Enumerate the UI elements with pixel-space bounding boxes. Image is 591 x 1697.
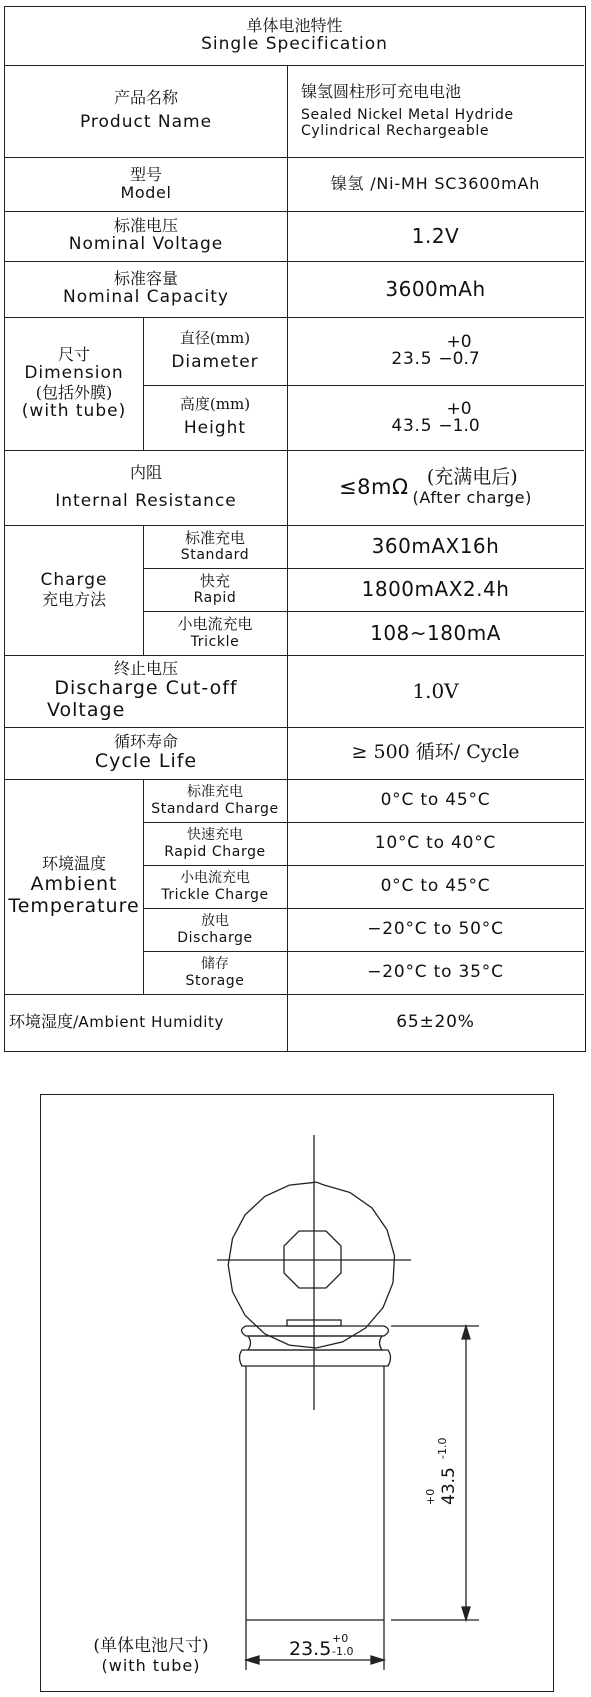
width-arrow-left <box>246 1656 259 1664</box>
cutoff-value-text: 1.0V <box>412 678 459 703</box>
temp-trickle-cn: 小电流充电 <box>180 870 250 887</box>
dimension-label-en2: (with tube) <box>21 400 127 421</box>
header-en: Single Specification <box>201 34 388 55</box>
capacity-value-text: 3600mAh <box>385 276 486 301</box>
battery-drawing-svg <box>41 1095 552 1690</box>
temp-discharge-en: Discharge <box>177 929 253 946</box>
drawing-caption <box>71 1631 231 1675</box>
temp-trickle-en: Trickle Charge <box>161 886 269 903</box>
charge-rapid-value <box>287 568 584 611</box>
cutoff-label-cn: 终止电压 <box>113 658 178 678</box>
height-label <box>143 385 287 450</box>
charge-rapid-en: Rapid <box>193 590 237 607</box>
cycle-value-text: ≥ 500 循环/ Cycle <box>351 741 520 764</box>
charge-standard-en: Standard <box>180 547 250 564</box>
diameter-label-en: Diameter <box>171 351 259 372</box>
dimension-label-en: Dimension <box>24 362 124 383</box>
shoulder-ring <box>240 1350 391 1366</box>
temp-standard-label <box>143 779 287 822</box>
humidity-label-en: Ambient Humidity <box>78 1012 224 1031</box>
height-tol-minus: −1.0 <box>438 415 480 436</box>
temp-standard-value-text: 0°C to 45°C <box>380 789 491 810</box>
temperature-label-en2: Temperature <box>8 894 140 917</box>
temp-trickle-value-text: 0°C to 45°C <box>380 875 491 896</box>
charge-standard-cn: 标准充电 <box>184 528 245 547</box>
temp-discharge-label <box>143 908 287 951</box>
resistance-label-en: Internal Resistance <box>55 490 237 511</box>
charge-standard-label <box>143 525 287 568</box>
voltage-value <box>287 211 584 261</box>
product-name-label-cn: 产品名称 <box>113 88 178 108</box>
product-name-label <box>5 65 287 157</box>
top-view-outer-polygon <box>228 1182 394 1348</box>
dimension-label-cn: 尺寸 <box>57 344 90 364</box>
product-name-value <box>287 65 584 157</box>
cycle-label-cn: 循环寿命 <box>113 731 178 751</box>
temp-discharge-value-text: −20°C to 50°C <box>367 918 504 939</box>
temp-storage-en: Storage <box>185 972 245 989</box>
charge-trickle-cn: 小电流充电 <box>177 615 253 634</box>
humidity-label-cn: 环境湿度/ <box>9 1012 79 1032</box>
model-label-cn: 型号 <box>129 164 162 184</box>
width-dim-value: 23.5 <box>289 1638 332 1660</box>
height-label-en: Height <box>183 418 247 439</box>
charge-label <box>5 525 143 655</box>
drawing-caption-en: (with tube) <box>101 1656 201 1675</box>
height-dim-tol-minus: -1.0 <box>436 1437 449 1459</box>
drawing-caption-cn: (单体电池尺寸) <box>93 1636 209 1656</box>
table-header <box>5 7 584 65</box>
temp-rapid-label <box>143 822 287 865</box>
specification-table <box>4 6 586 1052</box>
temp-rapid-en: Rapid Charge <box>164 843 266 860</box>
charge-label-cn: 充电方法 <box>41 589 106 609</box>
charge-trickle-value-text: 108~180mA <box>370 620 501 645</box>
charge-rapid-label <box>143 568 287 611</box>
temperature-label <box>5 779 143 994</box>
height-value-text: 43.5 <box>391 415 433 436</box>
resistance-label <box>5 450 287 525</box>
cutoff-label-en2: Voltage <box>47 699 126 722</box>
height-label-cn: 高度(mm) <box>179 395 251 414</box>
humidity-value <box>287 994 584 1051</box>
height-dim-value: 43.5 <box>439 1467 459 1505</box>
voltage-value-text: 1.2V <box>411 223 460 248</box>
model-label-en: Model <box>120 183 172 202</box>
voltage-label-cn: 标准电压 <box>113 216 178 236</box>
dimension-label <box>5 317 143 450</box>
charge-rapid-cn: 快充 <box>199 571 230 590</box>
width-dim-tol-minus: -1.0 <box>332 1645 354 1658</box>
height-arrow-top <box>462 1326 470 1339</box>
humidity-value-text: 65±20% <box>396 1011 475 1032</box>
charge-standard-value <box>287 525 584 568</box>
charge-trickle-label <box>143 611 287 655</box>
width-arrow-right <box>371 1656 384 1664</box>
cutoff-value <box>287 655 584 727</box>
height-arrow-bottom <box>462 1607 470 1620</box>
model-value-text: 镍氢 /Ni-MH SC3600mAh <box>330 173 541 193</box>
temp-trickle-value <box>287 865 584 908</box>
resistance-value-text: ≤8mΩ <box>339 475 409 500</box>
diameter-label-cn: 直径(mm) <box>179 328 251 347</box>
temp-discharge-value <box>287 908 584 951</box>
height-value <box>287 385 584 450</box>
resistance-note-cn: (充满电后) <box>426 466 518 489</box>
model-value <box>287 157 584 211</box>
side-view <box>240 1320 391 1620</box>
diameter-tol-plus: +0 <box>446 332 472 352</box>
temp-storage-value <box>287 951 584 994</box>
capacity-value <box>287 261 584 317</box>
width-dim-tol-plus: +0 <box>332 1632 349 1645</box>
diameter-value <box>287 317 584 385</box>
humidity-label <box>5 994 287 1051</box>
charge-trickle-value <box>287 611 584 655</box>
temp-storage-label <box>143 951 287 994</box>
temp-standard-cn: 标准充电 <box>187 784 243 801</box>
dimension-label-cn2: (包括外膜) <box>35 382 113 402</box>
diameter-value-text: 23.5 <box>391 349 433 370</box>
temp-storage-value-text: −20°C to 35°C <box>367 961 504 982</box>
product-name-value-en2: Cylindrical Rechargeable <box>301 122 490 139</box>
height-dim-tol-plus: +0 <box>424 1488 437 1505</box>
temp-discharge-cn: 放电 <box>201 913 229 930</box>
cycle-label-en: Cycle Life <box>94 750 198 773</box>
temperature-label-en1: Ambient <box>30 872 118 895</box>
temp-trickle-label <box>143 865 287 908</box>
resistance-note-en: (After charge) <box>412 488 532 508</box>
charge-standard-value-text: 360mAX16h <box>371 534 500 558</box>
cutoff-label <box>5 655 287 727</box>
temp-standard-value <box>287 779 584 822</box>
temperature-label-cn: 环境温度 <box>41 854 106 874</box>
product-name-value-cn: 镍氢圆柱形可充电电池 <box>301 82 462 102</box>
capacity-label <box>5 261 287 317</box>
header-cn: 单体电池特性 <box>246 16 343 36</box>
temp-rapid-cn: 快速充电 <box>187 827 243 844</box>
capacity-label-en: Nominal Capacity <box>62 287 229 308</box>
diameter-label <box>143 317 287 385</box>
charge-trickle-en: Trickle <box>190 633 240 650</box>
charge-label-en: Charge <box>40 570 108 591</box>
height-dimension-label <box>424 1438 459 1505</box>
height-tol-plus: +0 <box>446 398 472 419</box>
cycle-value <box>287 727 584 779</box>
cycle-label <box>5 727 287 779</box>
capacity-label-cn: 标准容量 <box>113 269 178 289</box>
voltage-label <box>5 211 287 261</box>
resistance-value <box>287 450 584 525</box>
battery-drawing <box>40 1094 554 1692</box>
temp-rapid-value <box>287 822 584 865</box>
model-label <box>5 157 287 211</box>
resistance-label-cn: 内阻 <box>129 462 162 482</box>
temp-standard-en: Standard Charge <box>151 800 279 817</box>
temp-rapid-value-text: 10°C to 40°C <box>374 832 497 853</box>
product-name-value-en1: Sealed Nickel Metal Hydride <box>301 106 514 123</box>
voltage-label-en: Nominal Voltage <box>68 234 224 255</box>
temp-storage-cn: 储存 <box>201 956 229 973</box>
product-name-label-en: Product Name <box>79 112 213 133</box>
diameter-tol-minus: −0.7 <box>438 349 480 369</box>
cutoff-label-en1: Discharge Cut-off <box>54 677 238 700</box>
charge-rapid-value-text: 1800mAX2.4h <box>361 577 510 601</box>
